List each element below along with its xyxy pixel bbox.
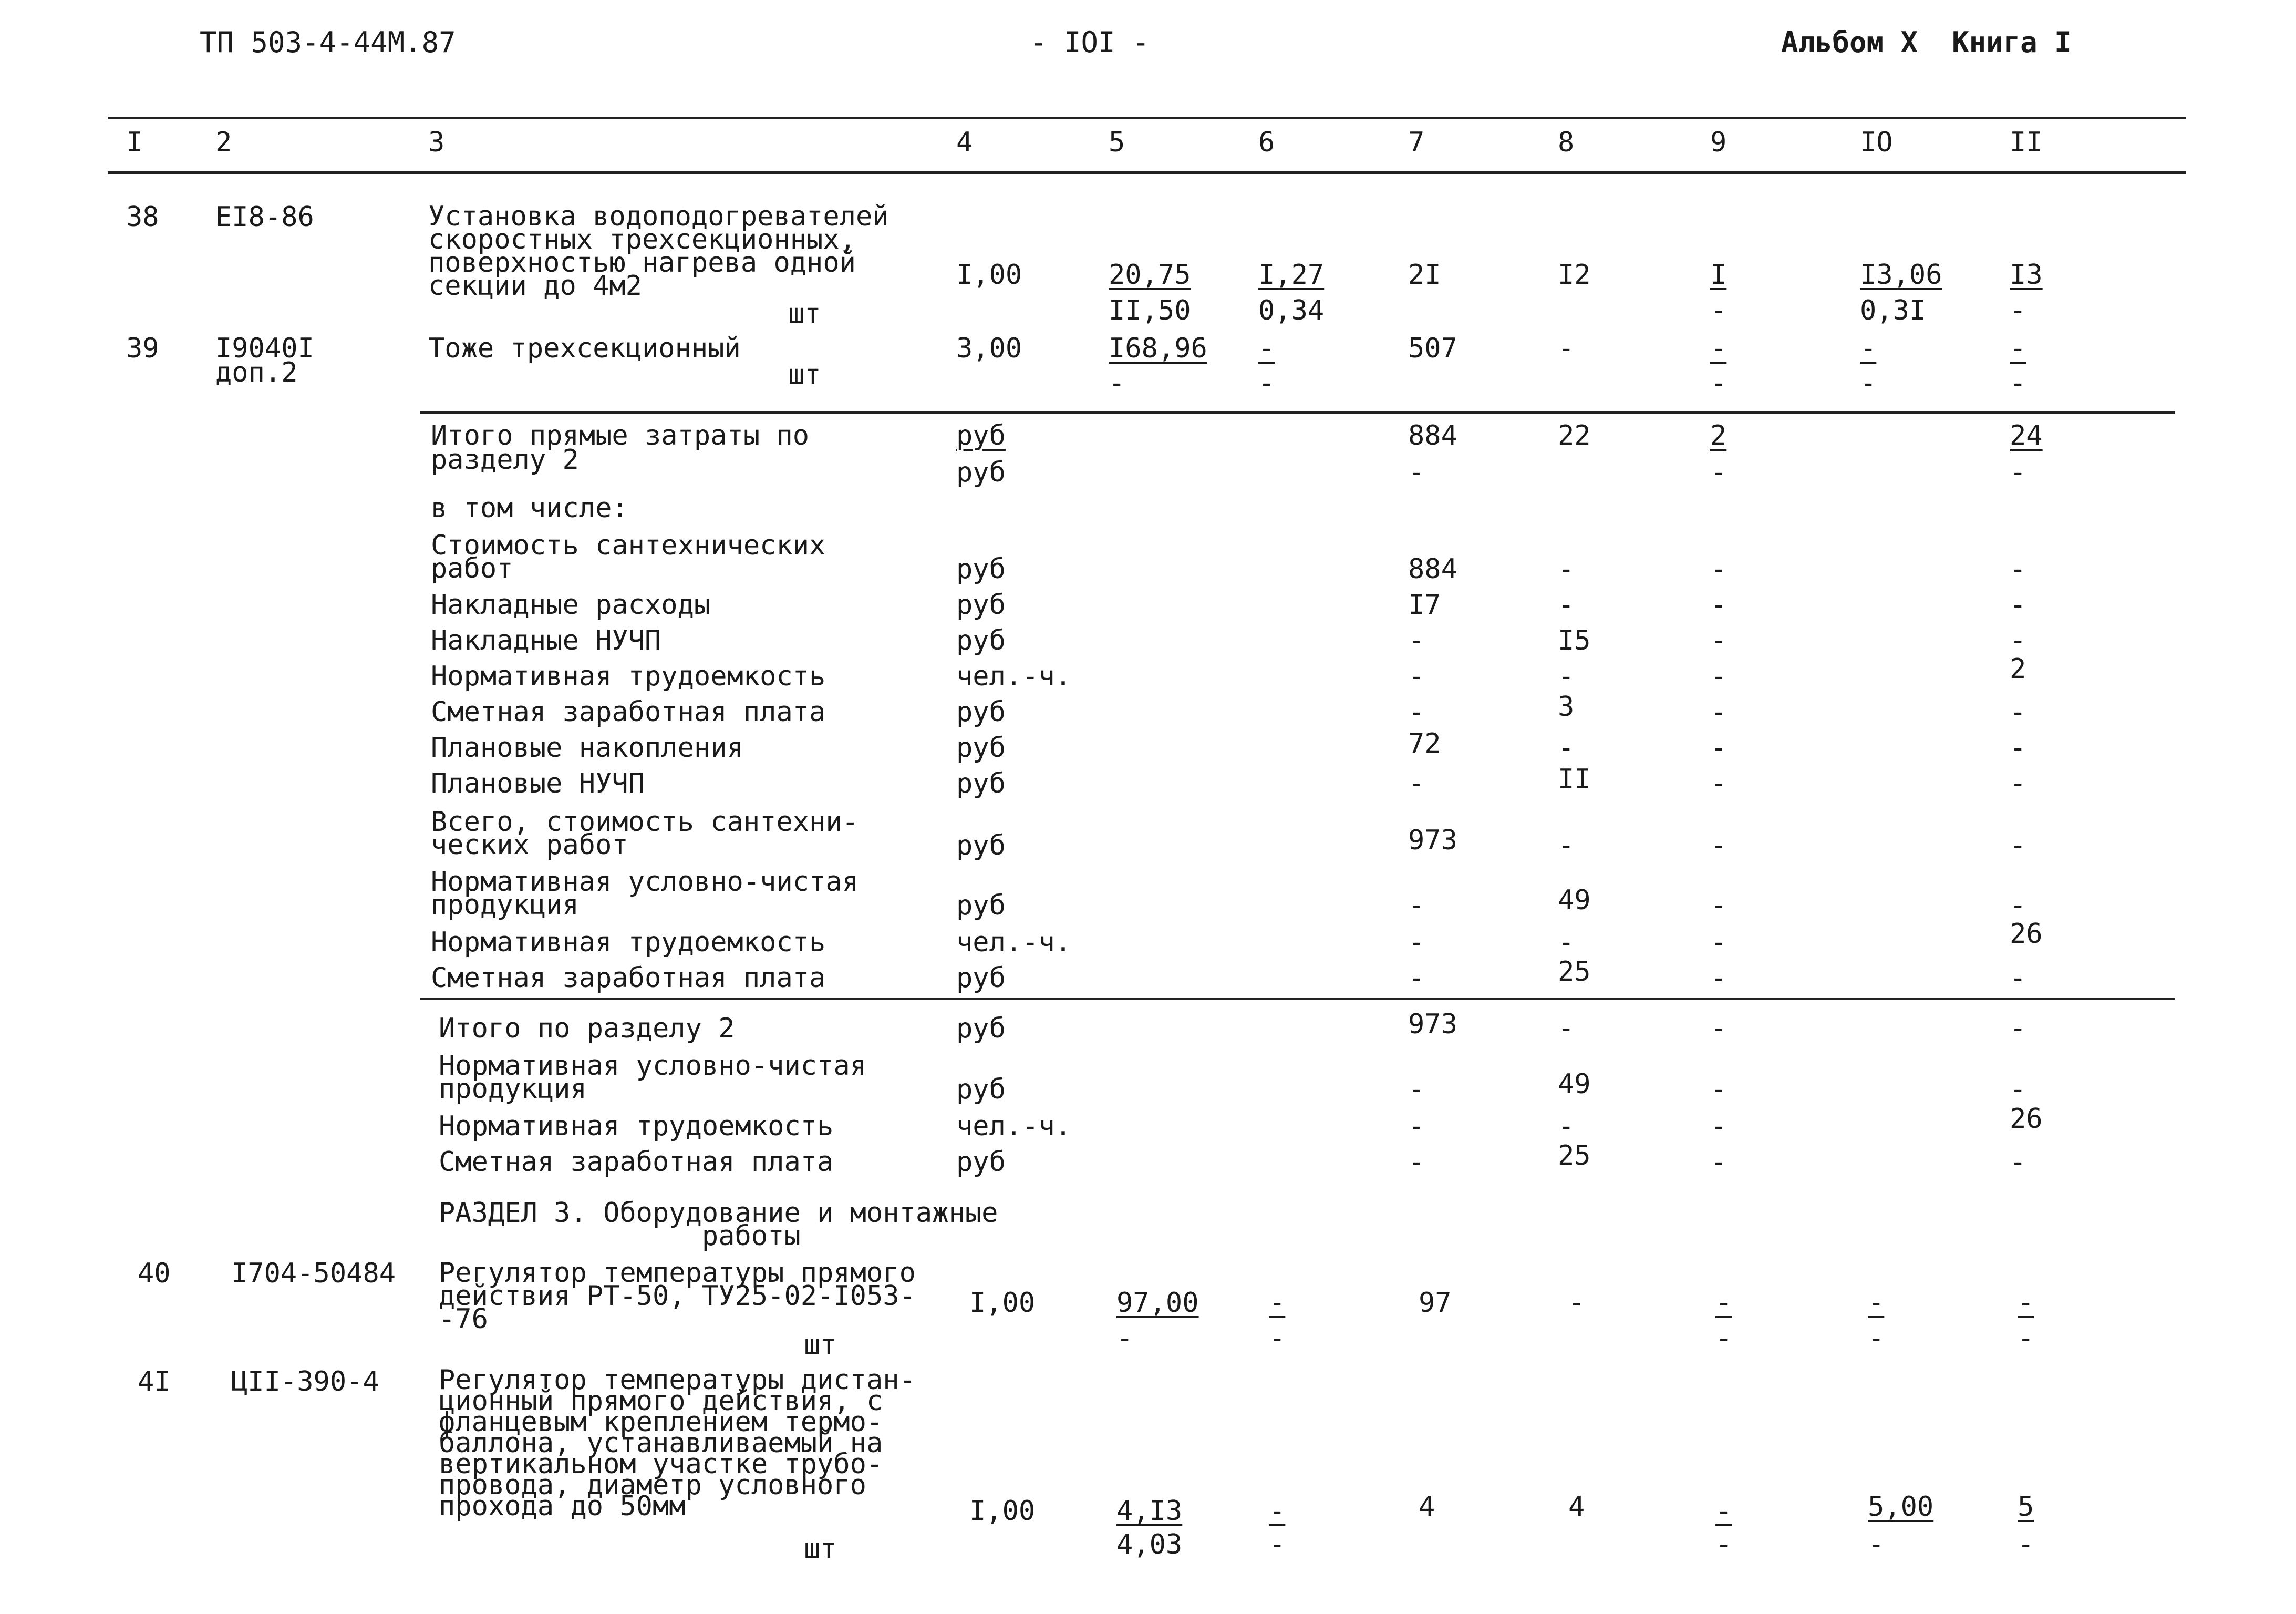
col-header-10: IO [1860,127,1893,158]
row-38-c6-top: I,27 [1258,259,1325,291]
breakdown-label: Всего, стоимость сантехни- ческих работ [431,806,859,861]
breakdown-c7: 884 [1408,553,1457,585]
breakdown-c8: II [1558,764,1591,795]
direct-costs-unit-bottom: руб [956,457,1006,488]
row-40-c6-bottom: - [1269,1323,1286,1354]
row-40-c10-top: - [1868,1287,1885,1319]
breakdown-c8: I5 [1558,625,1591,656]
breakdown-label: Накладные НУЧП [431,625,661,656]
section-total-c8: 49 [1558,1068,1591,1100]
breakdown-label: Сметная заработная плата [431,962,826,994]
row-41-c11-top: 5 [2018,1491,2034,1523]
row-40-c4: I,00 [969,1287,1036,1319]
breakdown-c7: - [1408,927,1425,958]
section-total-c7: - [1408,1146,1425,1178]
row-39-num: 39 [126,333,159,364]
breakdown-c11: - [2010,732,2026,764]
col-header-7: 7 [1408,127,1425,158]
breakdown-c9: - [1710,661,1727,692]
section-total-label: Нормативная условно-чистая продукция [439,1050,866,1105]
row-41-c5-top: 4,I3 [1116,1495,1183,1527]
row-41-code: ЦII-390-4 [231,1366,379,1397]
breakdown-label: Плановые НУЧП [431,768,645,799]
breakdown-c8: - [1558,553,1575,585]
row-39-c11-bottom: - [2010,367,2026,399]
breakdown-label: Сметная заработная плата [431,696,826,728]
breakdown-c7: - [1408,962,1425,994]
col-header-1: I [126,127,143,158]
breakdown-c11: - [2010,830,2026,861]
row-40-c9-bottom: - [1715,1323,1732,1354]
row-38-num: 38 [126,201,159,233]
breakdown-unit: руб [956,625,1006,656]
section-total-unit: чел.-ч. [956,1111,1072,1142]
col-header-11: II [2010,127,2043,158]
breakdown-c11: - [2010,768,2026,799]
row-38-c10-bottom: 0,3I [1860,295,1926,326]
direct-costs-unit-top: руб [956,420,1006,451]
row-38-c9-bottom: - [1710,295,1727,326]
breakdown-c7: - [1408,625,1425,656]
row-38-c11-bottom: - [2010,295,2026,326]
breakdown-c11: - [2010,553,2026,585]
row-41-c10-bottom: - [1868,1529,1885,1560]
row-41-c6-top: - [1269,1495,1286,1527]
breakdown-c8: - [1558,661,1575,692]
section-total-c11: - [2010,1013,2026,1044]
row-38-c4: I,00 [956,259,1022,291]
breakdown-unit: чел.-ч. [956,927,1072,958]
row-38-desc: Установка водоподогревателей скоростных трехсекционных, поверхностью нагрева одной секции до 4м2 [428,201,889,302]
row-41-c7: 4 [1419,1491,1435,1523]
section-total-c7: - [1408,1111,1425,1142]
section-total-c11: - [2010,1146,2026,1178]
breakdown-c11: 26 [2010,918,2043,950]
breakdown-c7: - [1408,890,1425,921]
section-total-c11: - [2010,1074,2026,1105]
row-40-c8: - [1568,1287,1585,1319]
breakdown-unit: руб [956,890,1006,921]
col-header-2: 2 [215,127,232,158]
section-total-label: Нормативная трудоемкость [439,1111,834,1142]
direct-costs-c9-bottom: - [1710,457,1727,488]
direct-costs-c7-bottom: - [1408,457,1425,488]
row-40-c11-top: - [2018,1287,2034,1319]
row-40-c10-bottom: - [1868,1323,1885,1354]
direct-costs-c11-top: 24 [2010,420,2043,451]
row-38-c6-bottom: 0,34 [1258,295,1325,326]
breakdown-unit: чел.-ч. [956,661,1072,692]
row-38-c11-top: I3 [2010,259,2043,291]
row-41-desc: Регулятор температуры дистан- ционный прямого действия, с фланцевым креплением термо- баллона, устанавливаемый на вертикальном участке трубо- провода, диаметр условного прохода до 50мм [439,1364,916,1522]
row-40-unit: шт [804,1329,837,1361]
breakdown-c9: - [1710,553,1727,585]
row-38-c7: 2I [1408,259,1441,291]
table-top-rule [108,117,2186,119]
col-header-5: 5 [1109,127,1125,158]
section-total-c7: 973 [1408,1009,1457,1040]
breakdown-label: Накладные расходы [431,589,711,621]
section-total-unit: руб [956,1074,1006,1105]
row-38-c5-bottom: II,50 [1109,295,1191,326]
breakdown-label: Нормативная трудоемкость [431,927,826,958]
breakdown-c11: - [2010,962,2026,994]
breakdown-c8: 49 [1558,885,1591,916]
breakdown-c11: - [2010,696,2026,728]
row-41-c9-top: - [1715,1495,1732,1527]
row-39-c9-top: - [1710,333,1727,364]
breakdown-unit: руб [956,830,1006,861]
direct-costs-c11-bottom: - [2010,457,2026,488]
row-39-c10-bottom: - [1860,367,1877,399]
breakdown-label: Стоимость сантехнических работ [431,530,826,584]
row-40-desc: Регулятор температуры прямого действия РТ-50, ТУ25-02-I053- -76 [439,1257,916,1335]
row-39-c9-bottom: - [1710,367,1727,399]
row-41-unit: шт [804,1533,837,1565]
breakdown-c11: - [2010,589,2026,621]
breakdown-c9: - [1710,625,1727,656]
row-38-c8: I2 [1558,259,1591,291]
breakdown-c9: - [1710,962,1727,994]
direct-costs-c9-top: 2 [1710,420,1727,451]
album-label: Альбом Х Книга I [1781,26,2072,59]
table-header-rule [108,171,2186,174]
breakdown-c9: - [1710,589,1727,621]
breakdown-c8: - [1558,589,1575,621]
section-total-c9: - [1710,1013,1727,1044]
row-40-c5-bottom: - [1116,1323,1133,1354]
breakdown-unit: руб [956,589,1006,621]
row-39-c6-bottom: - [1258,367,1275,399]
section-total-c8: - [1558,1013,1575,1044]
breakdown-c8: 25 [1558,956,1591,988]
col-header-4: 4 [956,127,973,158]
section-totals-rule [420,998,2175,1000]
row-39-c10-top: - [1860,333,1877,364]
breakdown-c7: - [1408,696,1425,728]
breakdown-label: Нормативная условно-чистая продукция [431,866,859,921]
breakdown-c9: - [1710,927,1727,958]
row-41-c8: 4 [1568,1491,1585,1523]
breakdown-c11: - [2010,890,2026,921]
section-total-unit: руб [956,1146,1006,1178]
section-total-c8: - [1558,1111,1575,1142]
row-40-c9-top: - [1715,1287,1732,1319]
col-header-6: 6 [1258,127,1275,158]
col-header-3: 3 [428,127,445,158]
document-code: ТП 503-4-44М.87 [200,26,456,59]
row-40-c7: 97 [1419,1287,1452,1319]
row-39-desc: Тоже трехсекционный [428,333,741,364]
row-41-num: 4I [138,1366,171,1397]
section-total-c9: - [1710,1146,1727,1178]
breakdown-c9: - [1710,732,1727,764]
breakdown-c11: - [2010,625,2026,656]
row-39-c6-top: - [1258,333,1275,364]
breakdown-unit: руб [956,696,1006,728]
breakdown-c9: - [1710,696,1727,728]
col-header-8: 8 [1558,127,1575,158]
row-38-code: EI8-86 [215,201,314,233]
direct-costs-c7-top: 884 [1408,420,1457,451]
section-total-label: Сметная заработная плата [439,1146,834,1178]
breakdown-c8: - [1558,732,1575,764]
row-39-c11-top: - [2010,333,2026,364]
breakdown-unit: руб [956,962,1006,994]
row-41-c4: I,00 [969,1495,1036,1527]
row-40-code: I704-50484 [231,1258,396,1289]
row-41-c5-bottom: 4,03 [1116,1529,1183,1560]
totals-rule [420,411,2175,414]
breakdown-c7: - [1408,661,1425,692]
section-total-c9: - [1710,1074,1727,1105]
row-39-unit: шт [788,359,821,390]
direct-costs-c8: 22 [1558,420,1591,451]
breakdown-c7: 72 [1408,728,1441,759]
breakdown-unit: руб [956,553,1006,585]
breakdown-c8: - [1558,830,1575,861]
section-total-c7: - [1408,1074,1425,1105]
breakdown-c7: I7 [1408,589,1441,621]
row-41-c10-top: 5,00 [1868,1491,1934,1523]
row-41-c11-bottom: - [2018,1529,2034,1560]
section-total-c8: 25 [1558,1140,1591,1171]
including-label: в том числе: [431,492,628,524]
row-41-c9-bottom: - [1715,1529,1732,1560]
page-number: - IOI - [1030,26,1150,59]
breakdown-label: Нормативная трудоемкость [431,661,826,692]
row-39-code: I9040I доп.2 [215,333,314,388]
row-40-c6-top: - [1269,1287,1286,1319]
row-38-unit: шт [788,298,821,330]
breakdown-unit: руб [956,768,1006,799]
breakdown-c8: - [1558,927,1575,958]
breakdown-c8: 3 [1558,691,1575,723]
section-total-c11: 26 [2010,1103,2043,1135]
row-40-num: 40 [138,1258,171,1289]
row-38-c5-top: 20,75 [1109,259,1191,291]
section-total-c9: - [1710,1111,1727,1142]
row-40-c11-bottom: - [2018,1323,2034,1354]
section-total-unit: руб [956,1013,1006,1044]
row-39-c7: 507 [1408,333,1457,364]
breakdown-label: Плановые накопления [431,732,743,764]
col-header-9: 9 [1710,127,1727,158]
row-39-c4: 3,00 [956,333,1022,364]
row-39-c5-bottom: - [1109,367,1125,399]
section-total-label: Итого по разделу 2 [439,1013,735,1044]
breakdown-c11: 2 [2010,653,2026,685]
row-39-c5-top: I68,96 [1109,333,1207,364]
breakdown-unit: руб [956,732,1006,764]
row-38-c9-top: I [1710,259,1727,291]
row-41-c6-bottom: - [1269,1529,1286,1560]
breakdown-c7: - [1408,768,1425,799]
row-39-c8: - [1558,333,1575,364]
row-40-c5-top: 97,00 [1116,1287,1199,1319]
row-38-c10-top: I3,06 [1860,259,1942,291]
breakdown-c9: - [1710,890,1727,921]
breakdown-c7: 973 [1408,825,1457,856]
direct-costs-label: Итого прямые затраты по разделу 2 [431,420,810,476]
section-3-title: РАЗДЕЛ 3. Оборудование и монтажные работы [439,1197,998,1252]
breakdown-c9: - [1710,830,1727,861]
breakdown-c9: - [1710,768,1727,799]
